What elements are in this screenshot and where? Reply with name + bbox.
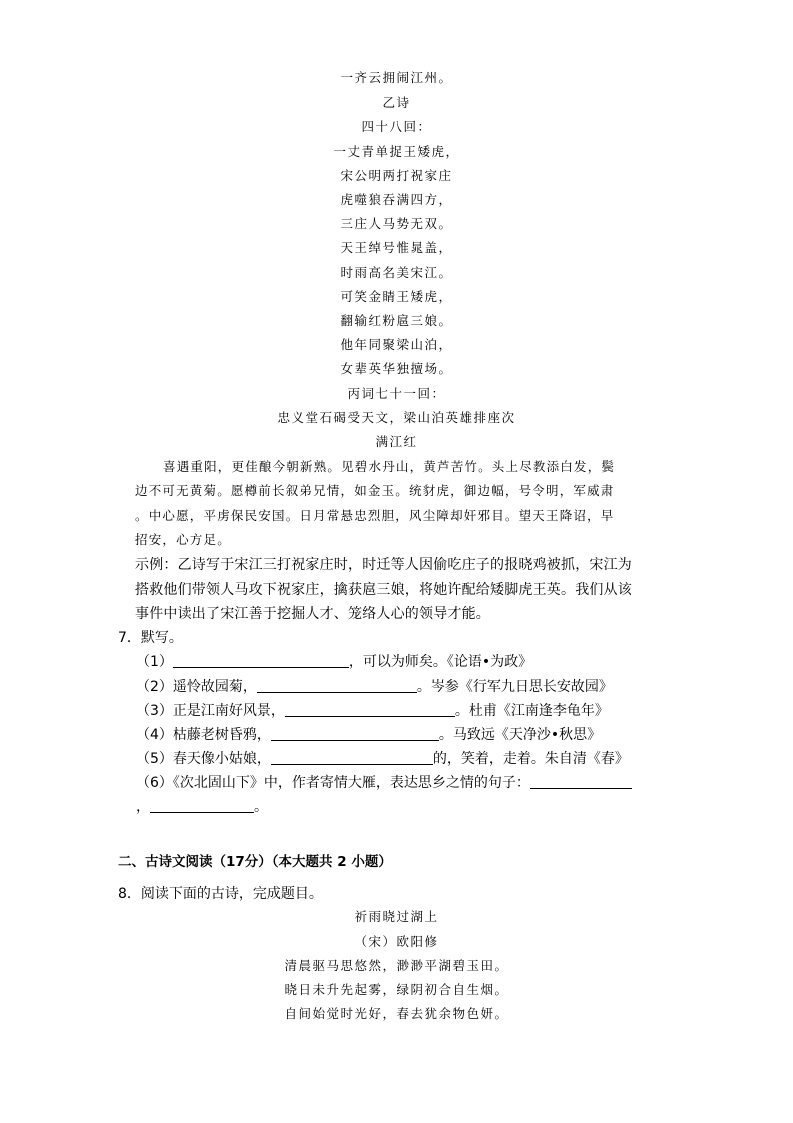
poem-line: 天王绰号惟晁盖，: [340, 240, 453, 255]
item-text: 遥怜故园菊，: [172, 679, 257, 695]
poem-line: 他年同聚梁山泊，: [340, 337, 453, 352]
answer-blank[interactable]: [150, 797, 254, 813]
example-text-line: 搭救他们带领人马攻下祝家庄，擒获扈三娘，将她许配给矮脚虎王英。我们从该: [135, 582, 632, 598]
answer-blank[interactable]: [257, 677, 417, 693]
item-text: 春天像小姑娘，: [172, 751, 271, 767]
example-text-line: 事件中读出了宋江善于挖掘人才、笼络人心的领导才能。: [135, 606, 490, 622]
poem-line: 虎噬狼吞满四方，: [340, 192, 453, 207]
poem-line: 时雨高名美宋江。: [340, 265, 453, 280]
poem-title: 祈雨晓过湖上: [354, 909, 439, 924]
poem-heading: 满江红: [375, 434, 418, 449]
item-text: 《次北固山下》中，作者寄情大雁，表达思乡之情的句子：: [172, 775, 530, 791]
fill-item-6: [136, 772, 632, 792]
poem-line: 女辈英华独擅场。: [340, 361, 453, 376]
fill-item-4: [136, 724, 601, 744]
answer-blank[interactable]: [285, 701, 455, 717]
item-number: （2）: [136, 679, 173, 695]
poem-line: 宋公明两打祝家庄: [340, 168, 453, 183]
poem-author: （宋）欧阳修: [354, 934, 439, 949]
item-text: 。杜甫《江南逢李龟年》: [454, 703, 609, 719]
item-text: 的，笑着，走着。朱自清《春》: [432, 751, 629, 767]
item-number: （5）: [136, 751, 173, 767]
item-number: （3）: [136, 703, 173, 719]
ci-text-line: 。中心愿，平虏保民安国。日月常悬忠烈胆，风尘障却奸邪目。望天王降诏，早: [135, 508, 615, 523]
poem-line: 丙词七十一回：: [347, 386, 446, 401]
poem-line: 一丈青单捉王矮虎，: [333, 144, 460, 159]
ci-text-line: 喜遇重阳，更佳酿今朝新熟。见碧水丹山，黄芦苦竹。头上尽教添白发，鬓: [163, 459, 616, 474]
item-number: （4）: [136, 727, 173, 743]
example-text-line: 示例：乙诗写于宋江三打祝家庄时，时迁等人因偷吃庄子的报晓鸡被抓，宋江为: [135, 557, 632, 573]
poem-line: 三庄人马势无双。: [340, 216, 453, 231]
item-text: ，: [136, 799, 150, 815]
poem-line: 翻输红粉扈三娘。: [340, 313, 453, 328]
ci-text-line: 招安，心方足。: [135, 532, 231, 547]
ci-text-line: 边不可无黄菊。愿樽前长叙弟兄情，如金玉。统豺虎，御边幅，号令明，军威肃: [135, 483, 615, 498]
section-title: 二、古诗文阅读（17分）（本大题共 2 小题）: [118, 854, 392, 870]
poem-heading: 乙诗: [382, 95, 411, 110]
answer-blank[interactable]: [530, 773, 632, 789]
fill-item-6-continued: [136, 796, 268, 816]
poem-line: 一齐云拥闹江州。: [340, 70, 453, 85]
item-text: 。岑参《行军九日思长安故园》: [416, 679, 613, 695]
fill-item-1: [136, 651, 532, 671]
fill-item-2: [136, 676, 613, 696]
answer-blank[interactable]: [271, 749, 433, 765]
item-text: 枯藤老树昏鸦，: [172, 727, 271, 743]
poem-line: 清晨驱马思悠然，渺渺平湖碧玉田。: [284, 958, 509, 973]
item-text: 正是江南好风景，: [172, 703, 285, 719]
answer-blank[interactable]: [271, 725, 439, 741]
question-8-title: 8．阅读下面的古诗，完成题目。: [118, 886, 323, 902]
poem-line: 自间始觉时光好，春去犹余物色妍。: [284, 1006, 509, 1021]
item-text: ，可以为师矣。《论语•为政》: [348, 654, 533, 670]
item-number: （6）: [136, 775, 173, 791]
item-number: （1）: [136, 654, 173, 670]
item-text: 。马致远《天净沙•秋思》: [438, 727, 602, 743]
poem-line: 四十八回：: [361, 119, 432, 134]
question-7-title: 7．默写。: [118, 630, 183, 646]
fill-item-3: [136, 700, 609, 720]
poem-line: 晓日未升先起雾，绿阴初合自生烟。: [284, 982, 509, 997]
fill-item-5: [136, 748, 629, 768]
poem-line: 可笑金睛王矮虎，: [340, 289, 453, 304]
answer-blank[interactable]: [173, 652, 349, 668]
poem-line: 忠义堂石碣受天文，梁山泊英雄排座次: [277, 410, 516, 425]
item-text: 。: [254, 799, 268, 815]
